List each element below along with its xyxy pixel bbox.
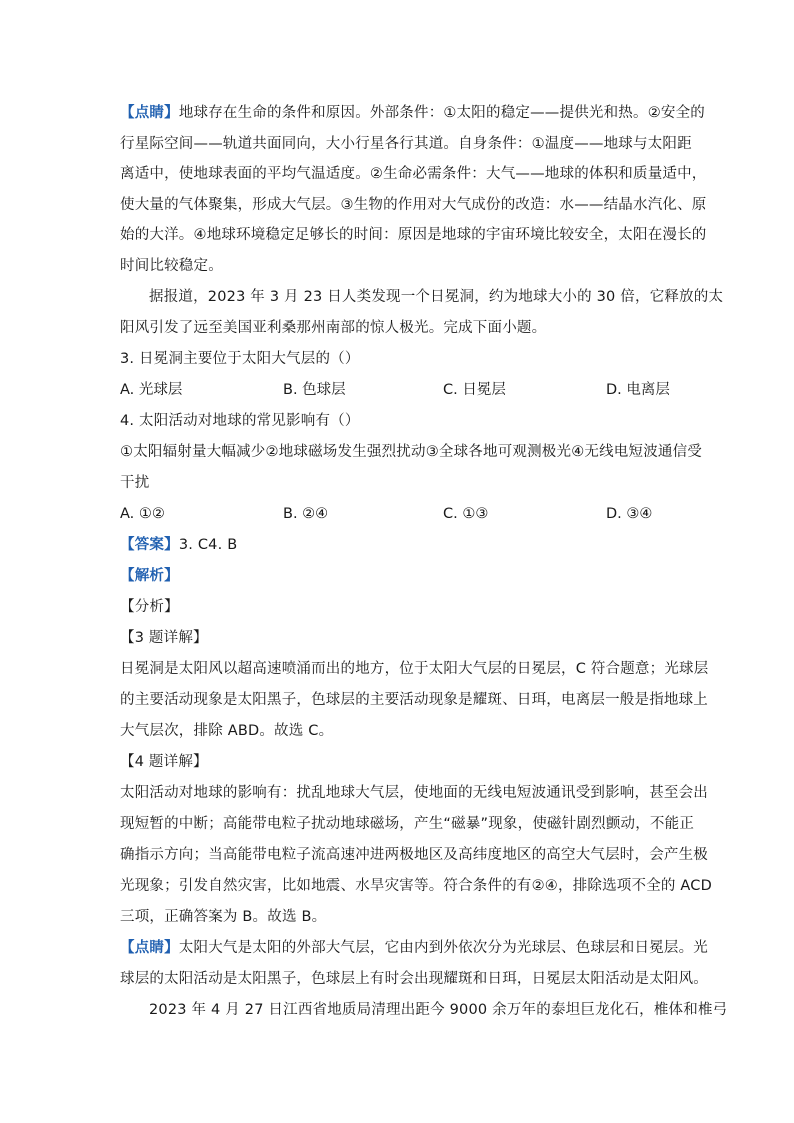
q4-option-b: B. ②④ (283, 506, 329, 522)
q4-option-c: C. ①③ (443, 506, 489, 522)
tip2-line-2: 球层的太阳活动是太阳黑子，色球层上有时会出现耀斑和日珥，日冕层太阳活动是太阳风。 (120, 971, 708, 987)
tip-line-5: 始的大洋。④地球环境稳定足够长的时间：原因是地球的宇宙环境比较安全，太阳在漫长的 (120, 227, 707, 243)
q3-option-b: B. 色球层 (283, 382, 346, 398)
detail-4-heading: 【4 题详解】 (120, 754, 208, 770)
tip-line-4: 使大量的气体聚集，形成大气层。③生物的作用对大气成份的改造：水——结晶水汽化、原 (120, 197, 707, 213)
question-3-stem: 3. 日冕洞主要位于太阳大气层的（） (120, 351, 360, 367)
q3-option-c: C. 日冕层 (443, 382, 506, 398)
detail-4-line-2: 现短暂的中断；高能带电粒子扰动地球磁场，产生“磁暴”现象，使磁针剧烈颤动，不能正 (120, 816, 695, 832)
answer-text: 3. C4. B (178, 537, 238, 553)
detail-3-line-3: 大气层次，排除 ABD。故选 C。 (120, 723, 334, 739)
passage-line-1: 据报道，2023 年 3 月 23 日人类发现一个日冕洞，约为地球大小的 30 倍，它释放的太 (149, 289, 724, 305)
tip-line-6: 时间比较稳定。 (120, 258, 223, 274)
tip-line-1 (120, 103, 705, 123)
tip2-tag: 【点睛】 (120, 940, 179, 956)
passage2-line-1: 2023 年 4 月 27 日江西省地质局清理出距今 9000 余万年的泰坦巨龙化石，椎体和椎弓 (149, 1002, 728, 1018)
question-4-stem: 4. 太阳活动对地球的常见影响有（） (120, 413, 360, 429)
detail-3-line-1: 日冕洞是太阳风以超高速喷涌而出的地方，位于太阳大气层的日冕层，C 符合题意；光球层 (120, 661, 709, 677)
detail-4-line-5: 三项，正确答案为 B。故选 B。 (120, 909, 327, 925)
tip-line-2: 行星际空间——轨道共面同向，大小行星各行其道。自身条件：①温度——地球与太阳距 (120, 136, 692, 152)
analysis-heading: 【解析】 (120, 568, 179, 584)
answer-tag: 【答案】 (120, 537, 179, 553)
question-4-statements-2: 干扰 (120, 475, 150, 491)
tip-text: 地球存在生命的条件和原因。外部条件：①太阳的稳定——提供光和热。②安全的 (178, 105, 706, 121)
tip2-text: 太阳大气是太阳的外部大气层，它由内到外依次分为光球层、色球层和日冕层。光 (178, 940, 709, 956)
analysis-subheading: 【分析】 (120, 599, 179, 615)
q4-option-a: A. ①② (120, 506, 165, 522)
passage-line-2: 阳风引发了远至美国亚利桑那州南部的惊人极光。完成下面小题。 (120, 320, 547, 336)
tip-line-3: 离适中，使地球表面的平均气温适度。②生命必需条件：大气——地球的体积和质量适中， (120, 166, 707, 182)
detail-4-line-1: 太阳活动对地球的影响有：扰乱地球大气层，使地面的无线电短波通讯受到影响，甚至会出 (120, 785, 708, 801)
detail-4-line-3: 确指示方向；当高能带电粒子流高速冲进两极地区及高纬度地区的高空大气层时，会产生极 (120, 847, 708, 863)
q3-option-d: D. 电离层 (606, 382, 670, 398)
question-4-statements-1: ①太阳辐射量大幅减少②地球磁场发生强烈扰动③全球各地可观测极光④无线电短波通信受 (120, 444, 702, 460)
q3-option-a: A. 光球层 (120, 382, 183, 398)
q4-option-d: D. ③④ (606, 506, 653, 522)
answer-line (120, 535, 237, 555)
tip-tag: 【点睛】 (120, 105, 179, 121)
detail-3-line-2: 的主要活动现象是太阳黑子，色球层的主要活动现象是耀斑、日珥，电离层一般是指地球上 (120, 692, 708, 708)
tip2-line-1 (120, 938, 708, 958)
detail-4-line-4: 光现象；引发自然灾害，比如地震、水旱灾害等。符合条件的有②④，排除选项不全的 ACD (120, 878, 712, 894)
detail-3-heading: 【3 题详解】 (120, 630, 208, 646)
